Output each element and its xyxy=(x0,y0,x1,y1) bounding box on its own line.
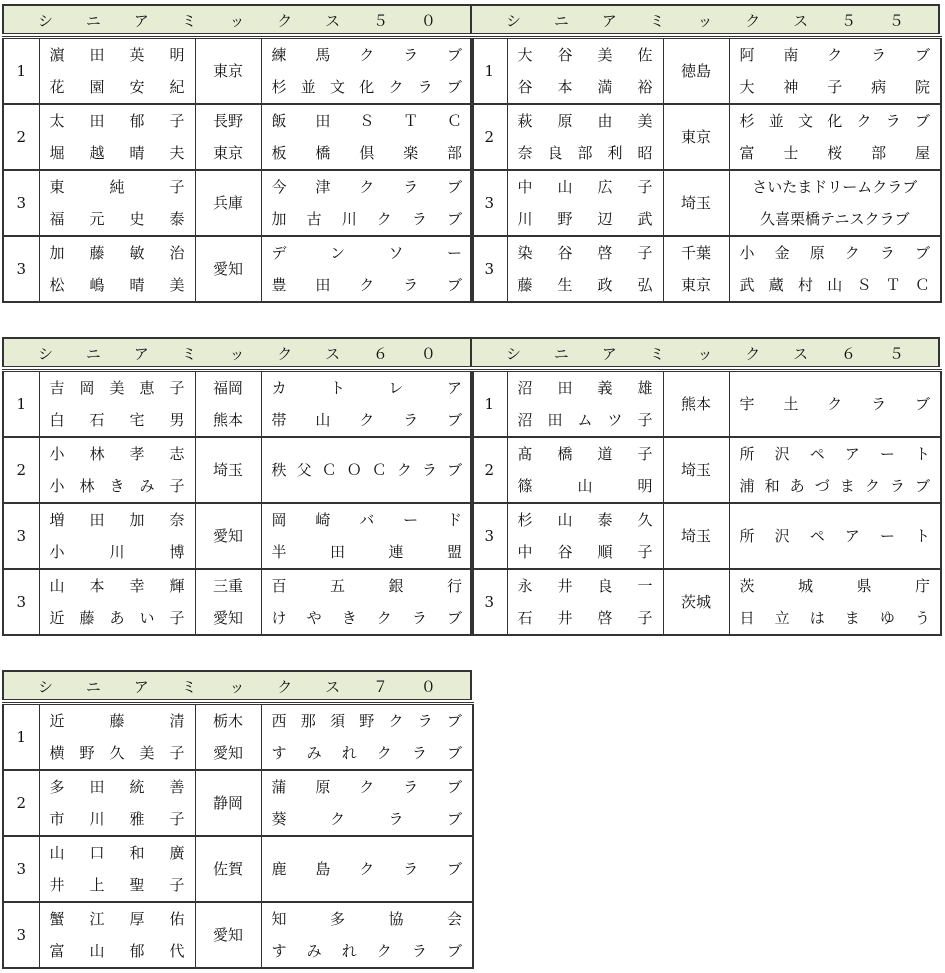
player-name: 藤 生 政 弘 xyxy=(517,276,653,294)
player-cell xyxy=(39,38,195,72)
club-cell xyxy=(261,404,473,437)
results-block-mix70 xyxy=(2,670,472,969)
prefecture-cell: 愛知 xyxy=(195,737,261,770)
table-row xyxy=(471,503,941,536)
results-table xyxy=(2,36,474,303)
rank-cell: 3 xyxy=(3,569,39,635)
player-cell xyxy=(39,71,195,104)
table-row xyxy=(3,38,473,72)
player-name: 谷 本 満 裕 xyxy=(517,78,653,96)
club-cell xyxy=(729,569,941,602)
prefecture-cell: 東京 xyxy=(195,137,261,170)
table-row xyxy=(3,137,473,170)
player-cell xyxy=(507,404,663,437)
player-name: 杉 山 泰 久 xyxy=(517,511,653,529)
player-name: 沼 田 ム ツ 子 xyxy=(517,411,653,429)
rank-cell: 1 xyxy=(3,38,39,105)
prefecture-cell: 長野 xyxy=(195,104,261,137)
rank-cell: 1 xyxy=(471,38,507,105)
player-cell xyxy=(507,437,663,470)
player-cell xyxy=(39,437,195,470)
club-name: さいたまドリームクラブ xyxy=(752,178,918,196)
club-cell xyxy=(729,38,941,72)
rank-cell: 1 xyxy=(3,371,39,438)
player-cell xyxy=(39,236,195,269)
prefecture-cell: 静岡 xyxy=(195,770,261,836)
club-cell xyxy=(261,602,473,635)
category-title: シ ニ ア ミ ッ ク ス ５ ５ xyxy=(506,12,904,30)
player-cell xyxy=(39,404,195,437)
player-name: 小 林 き み 子 xyxy=(49,477,185,495)
prefecture-cell: 愛知 xyxy=(195,503,261,569)
player-cell xyxy=(39,704,195,738)
player-name: 濵 田 英 明 xyxy=(49,46,185,64)
results-block-mix55 xyxy=(470,4,940,303)
table-row xyxy=(471,104,941,137)
club-name: 今 津 ク ラ ブ xyxy=(271,178,462,196)
player-name: 小 川 博 xyxy=(49,543,185,561)
player-cell xyxy=(39,470,195,503)
table-row xyxy=(3,437,473,470)
prefecture-cell: 兵庫 xyxy=(195,170,261,236)
club-cell xyxy=(261,38,473,72)
player-name: 加 藤 敏 治 xyxy=(49,244,185,262)
club-name: 所 沢 ペ ア ー ト xyxy=(739,445,930,463)
rank-cell: 2 xyxy=(471,104,507,170)
club-name: け や き ク ラ ブ xyxy=(271,609,462,627)
rank-cell: 3 xyxy=(3,836,39,902)
player-name: 沼 田 義 雄 xyxy=(517,379,653,397)
prefecture-cell: 愛知 xyxy=(195,902,261,968)
player-name: 増 田 加 奈 xyxy=(49,511,185,529)
player-name: 中 山 広 子 xyxy=(517,178,653,196)
table-row xyxy=(3,704,473,738)
club-name: 岡 崎 バ ー ド xyxy=(271,511,462,529)
club-cell xyxy=(261,737,473,770)
results-block-mix60 xyxy=(2,337,472,636)
player-cell xyxy=(507,71,663,104)
player-name: 永 井 良 一 xyxy=(517,577,653,595)
club-cell xyxy=(261,770,473,803)
table-row xyxy=(3,770,473,803)
club-name: 秩 父 Ｃ Ｏ Ｃ ク ラ ブ xyxy=(271,461,462,479)
rank-cell: 3 xyxy=(3,170,39,236)
player-cell xyxy=(507,470,663,503)
table-row xyxy=(471,236,941,269)
category-header xyxy=(470,4,940,34)
club-cell xyxy=(261,137,473,170)
player-cell xyxy=(507,503,663,536)
rank-cell: 3 xyxy=(471,569,507,635)
club-cell xyxy=(729,236,941,269)
club-name: 知 多 協 会 xyxy=(271,910,462,928)
prefecture-cell: 愛知 xyxy=(195,236,261,302)
player-cell xyxy=(507,137,663,170)
table-row xyxy=(3,371,473,405)
club-cell xyxy=(729,470,941,503)
player-cell xyxy=(507,371,663,405)
club-name: す み れ ク ラ ブ xyxy=(271,744,462,762)
rank-cell: 2 xyxy=(471,437,507,503)
club-cell xyxy=(729,269,941,302)
results-block-mix50 xyxy=(2,4,472,303)
club-cell xyxy=(729,104,941,137)
table-row xyxy=(3,503,473,536)
prefecture-cell: 三重 xyxy=(195,569,261,602)
prefecture-cell: 東京 xyxy=(663,104,729,170)
player-cell xyxy=(39,569,195,602)
player-name: 川 野 辺 武 xyxy=(517,210,653,228)
player-name: 東 純 子 xyxy=(49,178,185,196)
player-cell xyxy=(39,137,195,170)
player-name: 染 谷 啓 子 xyxy=(517,244,653,262)
category-header xyxy=(470,337,940,367)
player-name: 吉 岡 美 恵 子 xyxy=(49,379,185,397)
prefecture-cell: 埼玉 xyxy=(663,503,729,569)
table-row xyxy=(471,437,941,470)
player-cell xyxy=(39,935,195,968)
club-cell xyxy=(261,203,473,236)
player-name: 大 谷 美 佐 xyxy=(517,46,653,64)
player-cell xyxy=(507,104,663,137)
player-cell xyxy=(39,737,195,770)
player-cell xyxy=(39,770,195,803)
table-row xyxy=(471,569,941,602)
player-cell xyxy=(507,569,663,602)
prefecture-cell: 東京 xyxy=(663,269,729,302)
category-header xyxy=(2,337,472,367)
player-name: 横 野 久 美 子 xyxy=(49,744,185,762)
player-name: 蟹 江 厚 佑 xyxy=(49,910,185,928)
player-name: 白 石 宅 男 xyxy=(49,411,185,429)
results-table xyxy=(470,369,942,636)
club-name: 板 橋 倶 楽 部 xyxy=(271,144,462,162)
player-cell xyxy=(39,602,195,635)
club-name: 所 沢 ペ ア ー ト xyxy=(739,527,930,545)
club-cell xyxy=(729,71,941,104)
category-header xyxy=(2,4,472,34)
table-row xyxy=(3,104,473,137)
club-name: 杉 並 文 化 ク ラ ブ xyxy=(739,112,930,130)
rank-cell: 2 xyxy=(3,104,39,170)
table-row xyxy=(3,569,473,602)
club-name: 富 士 桜 部 屋 xyxy=(739,144,930,162)
rank-cell: 3 xyxy=(471,503,507,569)
player-name: 髙 橋 道 子 xyxy=(517,445,653,463)
club-cell xyxy=(261,803,473,836)
club-name: 蒲 原 ク ラ ブ xyxy=(271,778,462,796)
table-row xyxy=(3,404,473,437)
player-name: 市 川 雅 子 xyxy=(49,810,185,828)
club-cell xyxy=(261,569,473,602)
player-cell xyxy=(507,236,663,269)
club-cell xyxy=(261,902,473,935)
player-name: 篠 山 明 xyxy=(517,477,653,495)
club-name: 葵 ク ラ ブ xyxy=(271,810,462,828)
prefecture-cell: 佐賀 xyxy=(195,836,261,902)
club-cell xyxy=(729,371,941,438)
club-name: 大 神 子 病 院 xyxy=(739,78,930,96)
club-name: デ ン ソ ー xyxy=(271,244,462,262)
club-cell xyxy=(261,371,473,405)
player-cell xyxy=(507,536,663,569)
player-name: 堀 越 晴 夫 xyxy=(49,144,185,162)
player-name: 中 谷 順 子 xyxy=(517,543,653,561)
player-name: 井 上 聖 子 xyxy=(49,876,185,894)
club-cell xyxy=(261,269,473,302)
club-name: 飯 田 Ｓ Ｔ Ｃ xyxy=(271,112,462,130)
club-name: 西 那 須 野 ク ラ ブ xyxy=(271,712,462,730)
rank-cell: 3 xyxy=(3,236,39,302)
rank-cell: 3 xyxy=(471,236,507,302)
player-name: 萩 原 由 美 xyxy=(517,112,653,130)
club-name: 鹿 島 ク ラ ブ xyxy=(271,860,462,878)
club-name: 百 五 銀 行 xyxy=(271,577,462,595)
club-name: 帯 山 ク ラ ブ xyxy=(271,411,462,429)
club-name: 小 金 原 ク ラ ブ xyxy=(739,244,930,262)
club-cell xyxy=(261,104,473,137)
prefecture-cell: 福岡 xyxy=(195,371,261,405)
club-cell xyxy=(729,203,941,236)
results-table xyxy=(2,369,474,636)
prefecture-cell: 埼玉 xyxy=(195,437,261,503)
player-cell xyxy=(39,269,195,302)
club-cell xyxy=(261,935,473,968)
player-name: 福 元 史 泰 xyxy=(49,210,185,228)
player-cell xyxy=(39,836,195,869)
player-name: 富 山 郁 代 xyxy=(49,942,185,960)
player-cell xyxy=(39,104,195,137)
player-cell xyxy=(39,170,195,203)
rank-cell: 1 xyxy=(3,704,39,771)
prefecture-cell: 千葉 xyxy=(663,236,729,269)
player-cell xyxy=(507,602,663,635)
prefecture-cell: 栃木 xyxy=(195,704,261,738)
club-name: 宇 土 ク ラ ブ xyxy=(739,395,930,413)
club-name: 練 馬 ク ラ ブ xyxy=(271,46,462,64)
rank-cell: 1 xyxy=(471,371,507,438)
category-title: シ ニ ア ミ ッ ク ス ６ ０ xyxy=(38,345,436,363)
club-cell xyxy=(729,437,941,470)
prefecture-cell: 熊本 xyxy=(663,371,729,438)
club-cell xyxy=(261,170,473,203)
player-cell xyxy=(39,371,195,405)
club-cell xyxy=(261,71,473,104)
club-cell xyxy=(261,704,473,738)
club-cell xyxy=(261,503,473,536)
club-name: 久喜栗橋テニスクラブ xyxy=(760,210,910,228)
club-name: 武 蔵 村 山 Ｓ Ｔ Ｃ xyxy=(739,276,930,294)
club-name: 豊 田 ク ラ ブ xyxy=(271,276,462,294)
table-row xyxy=(3,170,473,203)
player-cell xyxy=(39,503,195,536)
rank-cell: 2 xyxy=(3,437,39,503)
player-cell xyxy=(39,203,195,236)
results-block-mix65 xyxy=(470,337,940,636)
club-name: カ ト レ ア xyxy=(271,379,462,397)
prefecture-cell: 埼玉 xyxy=(663,437,729,503)
club-name: す み れ ク ラ ブ xyxy=(271,942,462,960)
player-cell xyxy=(507,38,663,72)
player-cell xyxy=(39,803,195,836)
rank-cell: 3 xyxy=(471,170,507,236)
category-title: シ ニ ア ミ ッ ク ス ７ ０ xyxy=(38,678,436,696)
club-cell xyxy=(261,836,473,902)
club-name: 浦 和 あ づ ま ク ラ ブ xyxy=(739,477,930,495)
club-cell xyxy=(261,437,473,503)
table-row xyxy=(3,902,473,935)
player-name: 花 園 安 紀 xyxy=(49,78,185,96)
table-row xyxy=(3,836,473,869)
player-name: 石 井 啓 子 xyxy=(517,609,653,627)
category-header xyxy=(2,670,472,700)
player-name: 太 田 郁 子 xyxy=(49,112,185,130)
prefecture-cell: 徳島 xyxy=(663,38,729,105)
club-name: 加 古 川 ク ラ ブ xyxy=(271,210,462,228)
player-name: 多 田 統 善 xyxy=(49,778,185,796)
player-name: 松 嶋 晴 美 xyxy=(49,276,185,294)
category-title: シ ニ ア ミ ッ ク ス ５ ０ xyxy=(38,12,436,30)
player-cell xyxy=(507,269,663,302)
club-cell xyxy=(729,170,941,203)
table-row xyxy=(471,170,941,203)
player-cell xyxy=(39,536,195,569)
club-name: 日 立 は ま ゆ う xyxy=(739,609,930,627)
rank-cell: 2 xyxy=(3,770,39,836)
club-cell xyxy=(729,602,941,635)
table-row xyxy=(3,602,473,635)
club-cell xyxy=(261,536,473,569)
rank-cell: 3 xyxy=(3,503,39,569)
table-row xyxy=(471,269,941,302)
player-name: 山 口 和 廣 xyxy=(49,844,185,862)
club-name: 半 田 連 盟 xyxy=(271,543,462,561)
club-cell xyxy=(729,137,941,170)
club-name: 阿 南 ク ラ ブ xyxy=(739,46,930,64)
club-name: 杉 並 文 化 ク ラ ブ xyxy=(271,78,462,96)
table-row xyxy=(471,371,941,405)
prefecture-cell: 茨城 xyxy=(663,569,729,635)
player-name: 奈 良 部 利 昭 xyxy=(517,144,653,162)
club-name: 茨 城 県 庁 xyxy=(739,577,930,595)
player-name: 近 藤 清 xyxy=(49,712,185,730)
prefecture-cell: 東京 xyxy=(195,38,261,105)
results-table xyxy=(2,702,474,969)
player-name: 山 本 幸 輝 xyxy=(49,577,185,595)
prefecture-cell: 愛知 xyxy=(195,602,261,635)
table-row xyxy=(471,38,941,72)
table-row xyxy=(3,737,473,770)
table-row xyxy=(3,236,473,269)
results-table xyxy=(470,36,942,303)
category-title: シ ニ ア ミ ッ ク ス ６ ５ xyxy=(506,345,904,363)
prefecture-cell: 埼玉 xyxy=(663,170,729,236)
player-cell xyxy=(507,203,663,236)
player-cell xyxy=(39,902,195,935)
player-name: 近 藤 あ い 子 xyxy=(49,609,185,627)
prefecture-cell: 熊本 xyxy=(195,404,261,437)
player-name: 小 林 孝 志 xyxy=(49,445,185,463)
club-cell xyxy=(729,503,941,569)
rank-cell: 3 xyxy=(3,902,39,968)
player-cell xyxy=(39,869,195,902)
player-cell xyxy=(507,170,663,203)
club-cell xyxy=(261,236,473,269)
